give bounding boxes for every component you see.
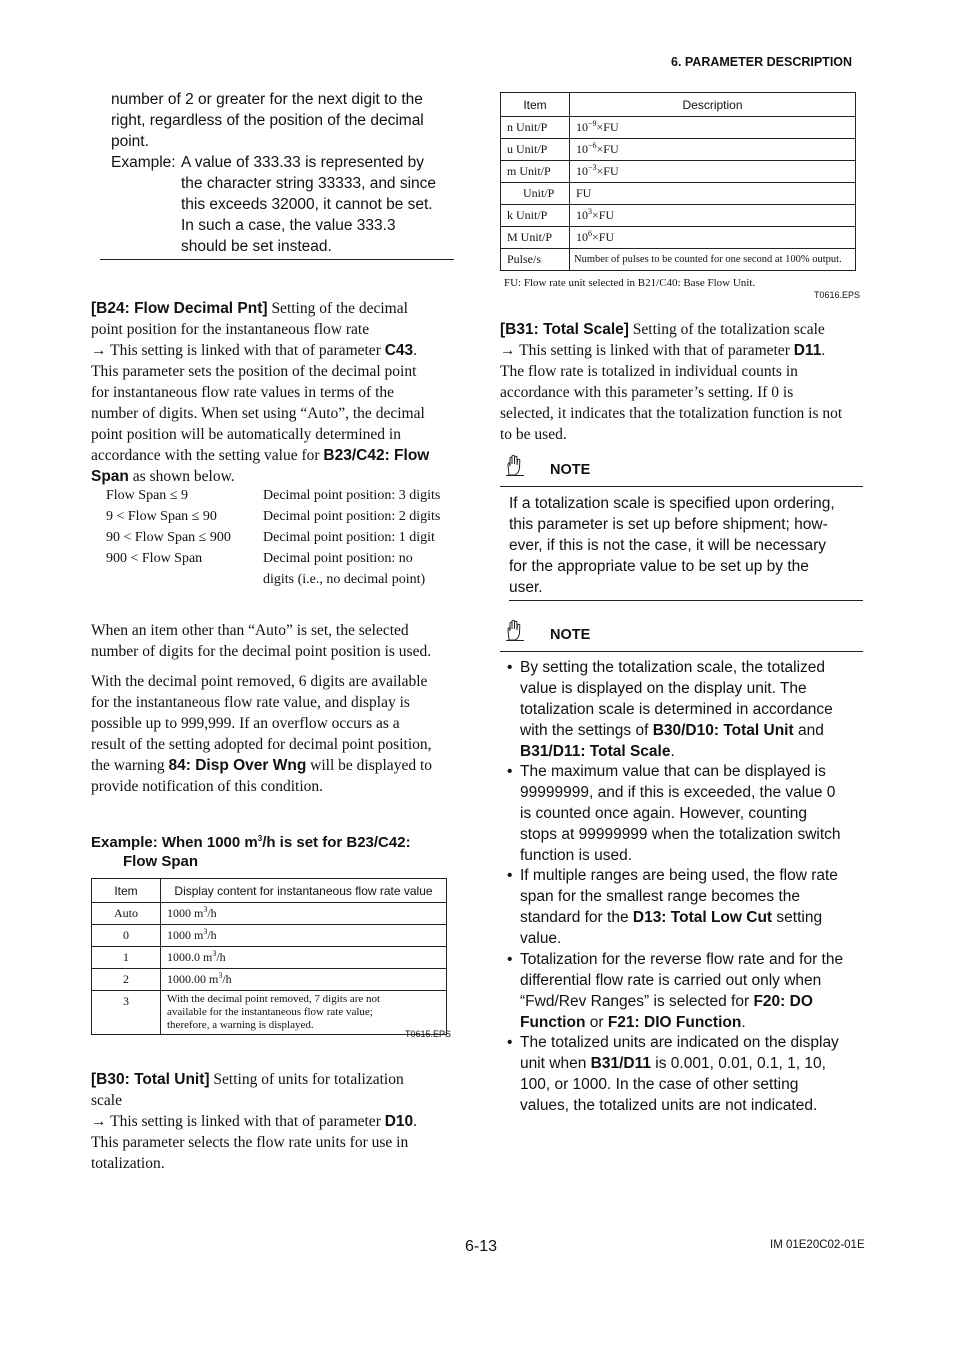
text: stops at 99999999 when the totalization switch: [520, 826, 841, 843]
cell: Pulse/s: [501, 249, 570, 271]
text: → This setting is linked with that of parameter: [91, 342, 385, 359]
text: The totalized units are indicated on the display: [520, 1034, 839, 1051]
text: 10: [576, 164, 588, 178]
span-table: [106, 485, 463, 590]
text: Flow Span: [123, 853, 198, 870]
table-row: [501, 249, 856, 271]
text: If multiple ranges are being used, the flow rate: [520, 867, 838, 884]
table-header: Item: [501, 93, 570, 117]
example-line: should be set instead.: [181, 238, 332, 255]
superscript: 3: [257, 834, 263, 843]
table-header: Description: [570, 93, 856, 117]
text: ever, if this is not the case, it will be necessary: [509, 537, 827, 554]
cell: Unit/P: [501, 183, 570, 205]
cell: [570, 227, 856, 249]
b30-section: [B30: Total Unit] Setting of units for totalization scale → This setting is linked with that of parameter D10. This parameter selects the flow rate units for use in totalization.: [91, 1069, 461, 1174]
bullet: •: [507, 659, 513, 676]
span-cond: 9 < Flow Span ≤ 90: [106, 509, 217, 524]
cell: 0: [92, 925, 161, 947]
table-header: Item: [92, 879, 161, 903]
cell: [161, 947, 447, 969]
intro-line: point.: [111, 133, 149, 150]
text: ×FU: [592, 208, 615, 222]
text: ×FU: [596, 142, 619, 156]
text: number of digits for the decimal point position is used.: [91, 643, 432, 660]
text: ×FU: [592, 230, 615, 244]
param-ref: D11: [793, 342, 822, 359]
param-ref: B30/D10: Total Unit: [652, 722, 794, 739]
text: for the instantaneous flow rate value, and display is: [91, 694, 410, 711]
text: as shown below.: [128, 468, 235, 485]
b24-para3: [91, 671, 466, 797]
text: or: [585, 1014, 608, 1031]
table-row: [501, 139, 856, 161]
param-ref: Span: [91, 468, 129, 485]
text: This parameter sets the position of the decimal point: [91, 363, 417, 380]
text: Setting of the totalization scale: [628, 321, 825, 338]
b31-section: [B31: Total Scale] Setting of the totalization scale → This setting is linked with that of parameter D11. The flow rate is totalized in individual counts in accordance with this parameter’s setting. If 0 is selected, it indicates that the totalization function is not to be used.: [500, 319, 872, 445]
param-ref: D13: Total Low Cut: [632, 909, 773, 926]
example-line: the character string 33333, and since: [181, 175, 437, 192]
note-label: NOTE: [550, 627, 591, 643]
b24-title: [B24: Flow Decimal Pnt]: [91, 300, 268, 317]
text: 99999999, and if this is exceeded, the value 0: [520, 784, 836, 801]
text: “Fwd/Rev Ranges” is selected for: [520, 993, 754, 1010]
text: point position will be automatically determined in: [91, 426, 401, 443]
cell: [570, 205, 856, 227]
text: With the decimal point removed, 6 digits are available: [91, 673, 428, 690]
eps-label: T0616.EPS: [814, 290, 861, 300]
cell: m Unit/P: [501, 161, 570, 183]
table-row: [501, 161, 856, 183]
bullet: •: [507, 763, 513, 780]
text: will be displayed to: [306, 757, 432, 774]
text: 1000 m: [167, 906, 204, 920]
span-result: Decimal point position: no: [263, 551, 413, 566]
param-ref: D10: [384, 1113, 414, 1130]
table-header: Display content for instantaneous flow rate value: [161, 879, 447, 903]
text: If a totalization scale is specified upon ordering,: [509, 495, 835, 512]
text: → This setting is linked with that of parameter: [500, 342, 794, 359]
cell: Auto: [92, 903, 161, 925]
b31-title: [B31: Total Scale]: [500, 321, 629, 338]
text: .: [670, 743, 675, 760]
superscript: 3: [218, 971, 223, 980]
table-row: [501, 183, 856, 205]
superscript: 6: [588, 229, 592, 238]
text: the warning: [91, 757, 169, 774]
param-ref: C43: [384, 342, 414, 359]
note1-body: [509, 493, 869, 598]
doc-number: IM 01E20C02-01E: [770, 1239, 865, 1251]
text: accordance with this parameter’s setting. If 0 is: [500, 384, 794, 401]
intro-paragraph: [111, 89, 461, 152]
text: 10: [576, 230, 588, 244]
note2-bullet-4: [520, 949, 870, 1033]
table-row: [92, 969, 447, 991]
param-ref: F20: DO: [753, 993, 813, 1010]
text: selected, it indicates that the totalization function is not: [500, 405, 843, 422]
text: By setting the totalization scale, the totalized: [520, 659, 826, 676]
bullet: •: [507, 951, 513, 968]
note2-bullet-3: [520, 865, 870, 949]
param-ref: B31/D11: Total Scale: [520, 743, 671, 760]
text: Setting of units for totalization: [209, 1071, 404, 1088]
text: 100, or 1000. In the case of other setting: [520, 1076, 799, 1093]
example-line: A value of 333.33 is represented by: [181, 154, 424, 171]
text: The flow rate is totalized in individual counts in: [500, 363, 798, 380]
text: 10: [576, 120, 588, 134]
table-row: [92, 991, 447, 1035]
text: number of digits. When set using “Auto”, the decimal: [91, 405, 425, 422]
note2-bullet-5: [520, 1032, 870, 1116]
text: this parameter is set up before shipment; how-: [509, 516, 828, 533]
intro-line: number of 2 or greater for the next digit to the: [111, 91, 423, 108]
example-line: In such a case, the value 333.3: [181, 217, 396, 234]
text: for the appropriate value to be set up by the: [509, 558, 809, 575]
span-cond: Flow Span ≤ 9: [106, 488, 188, 503]
eps-label: T0615.EPS: [405, 1029, 452, 1039]
warning-ref: 84: Disp Over Wng: [168, 757, 307, 774]
text: available for the instantaneous flow rate value;: [167, 1006, 373, 1018]
note-label: NOTE: [550, 462, 591, 478]
span-result: Decimal point position: 3 digits: [263, 488, 441, 503]
text: /h: [222, 972, 232, 986]
table-row: [501, 117, 856, 139]
param-ref: B31/D11: [590, 1055, 651, 1072]
text: user.: [509, 579, 543, 596]
text: is counted once again. However, counting: [520, 805, 807, 822]
cell: [161, 903, 447, 925]
text: possible up to 999,999. If an overflow occurs as a: [91, 715, 400, 732]
b30-title: [B30: Total Unit]: [91, 1071, 210, 1088]
text: totalization scale is determined in accordance: [520, 701, 833, 718]
unit-table: [500, 92, 856, 271]
bullet: •: [507, 867, 513, 884]
superscript: 3: [203, 927, 208, 936]
text: therefore, a warning is displayed.: [167, 1019, 314, 1031]
superscript: −6: [588, 141, 597, 150]
text: unit when: [520, 1055, 591, 1072]
span-cond: 90 < Flow Span ≤ 900: [106, 530, 231, 545]
intro-line: right, regardless of the position of the decimal: [111, 112, 424, 129]
note-rule-bottom: [509, 600, 863, 601]
text: with the settings of: [520, 722, 653, 739]
text: FU: [576, 186, 592, 200]
text: provide notification of this condition.: [91, 778, 324, 795]
text: /h: [216, 950, 226, 964]
cell: n Unit/P: [501, 117, 570, 139]
cell: 2: [92, 969, 161, 991]
cell: 1: [92, 947, 161, 969]
span-result: digits (i.e., no decimal point): [263, 572, 426, 587]
cell: [570, 183, 856, 205]
text: → This setting is linked with that of parameter: [91, 1113, 385, 1130]
text: differential flow rate is carried out only when: [520, 972, 822, 989]
cell: [161, 969, 447, 991]
param-ref: Function: [520, 1014, 586, 1031]
superscript: −3: [588, 163, 597, 172]
text: result of the setting adopted for decimal point position,: [91, 736, 432, 753]
superscript: −9: [588, 119, 597, 128]
span-result: Decimal point position: 2 digits: [263, 509, 441, 524]
cell: [161, 925, 447, 947]
param-ref: F21: DIO Function: [607, 1014, 742, 1031]
text: span for the smallest range becomes the: [520, 888, 801, 905]
bullet: •: [507, 1034, 513, 1051]
table-footnote: FU: Flow rate unit selected in B21/C40: Base Flow Unit.: [504, 277, 756, 289]
text: 10: [576, 208, 588, 222]
b24-para2: [91, 620, 466, 662]
cell: [570, 161, 856, 183]
text: /h: [207, 928, 217, 942]
hand-icon: [503, 453, 527, 477]
text: Example: When 1000 m: [91, 834, 258, 851]
running-header: 6. PARAMETER DESCRIPTION: [671, 55, 853, 69]
text: /h is set for B23/C42:: [262, 834, 411, 851]
table-row: [501, 227, 856, 249]
table-header-row: [92, 879, 447, 903]
text: /h: [207, 906, 217, 920]
page-number: 6-13: [465, 1238, 498, 1255]
text: standard for the: [520, 909, 633, 926]
span-cond: [106, 569, 263, 590]
text: point position for the instantaneous flow rate: [91, 321, 370, 338]
table-header-row: [501, 93, 856, 117]
text: Setting of the decimal: [267, 300, 408, 317]
cell: M Unit/P: [501, 227, 570, 249]
text: This parameter selects the flow rate units for use in: [91, 1134, 409, 1151]
table-row: [501, 205, 856, 227]
superscript: 3: [588, 207, 592, 216]
text: ×FU: [596, 164, 619, 178]
text: function is used.: [520, 847, 633, 864]
table-row: [92, 947, 447, 969]
example-heading: [91, 833, 411, 871]
text: 1000.00 m: [167, 972, 219, 986]
text: When an item other than “Auto” is set, the selected: [91, 622, 409, 639]
text: is 0.001, 0.01, 0.1, 1, 10,: [651, 1055, 826, 1072]
text: ×FU: [596, 120, 619, 134]
cell: [161, 991, 447, 1035]
cell: u Unit/P: [501, 139, 570, 161]
text: value is displayed on the display unit. The: [520, 680, 807, 697]
text: scale: [91, 1092, 122, 1109]
superscript: 3: [203, 905, 208, 914]
superscript: 3: [212, 949, 217, 958]
span-result: Decimal point position: 1 digit: [263, 530, 435, 545]
cell: [570, 139, 856, 161]
text: to be used.: [500, 426, 567, 443]
example-table: [91, 878, 447, 1035]
example-line: this exceeds 32000, it cannot be set.: [181, 196, 433, 213]
text: The maximum value that can be displayed is: [520, 763, 826, 780]
hand-icon: [503, 618, 527, 642]
text: 1000 m: [167, 928, 204, 942]
span-cond: 900 < Flow Span: [106, 551, 203, 566]
note-rule-top: [500, 651, 863, 652]
text: values, the totalized units are not indicated.: [520, 1097, 818, 1114]
cell: [570, 117, 856, 139]
text: value.: [520, 930, 562, 947]
example-label: Example:: [111, 154, 176, 171]
text: setting: [772, 909, 823, 926]
table-row: [92, 903, 447, 925]
cell: 3: [92, 991, 161, 1035]
cell: k Unit/P: [501, 205, 570, 227]
text: With the decimal point removed, 7 digits are not: [167, 993, 381, 1005]
note2-bullet-1: [520, 657, 870, 762]
note-rule-top: [500, 486, 863, 487]
text: accordance with the setting value for: [91, 447, 324, 464]
text: for instantaneous flow rate values in terms of the: [91, 384, 395, 401]
section-divider: [100, 259, 454, 260]
text: Totalization for the reverse flow rate and for the: [520, 951, 844, 968]
cell: Number of pulses to be counted for one second at 100% output.: [570, 249, 856, 271]
param-ref: B23/C42: Flow: [323, 447, 430, 464]
text: totalization.: [91, 1155, 165, 1172]
b24-section: [B24: Flow Decimal Pnt] Setting of the decimal point position for the instantaneous flow rate → This setting is linked with that of parameter C43. This parameter sets the position of the decimal point for instantaneous flow rate values in terms of the number of digits. When set using “Auto”, the decimal point position will be automatically determined in accordance with the setting value for B23/C42: Flow Span as shown below.: [91, 298, 461, 487]
text: 10: [576, 142, 588, 156]
table-row: [92, 925, 447, 947]
example-text: [181, 152, 471, 257]
text: .: [741, 1014, 746, 1031]
text: and: [793, 722, 824, 739]
note2-bullet-2: [520, 761, 870, 866]
text: 1000.0 m: [167, 950, 213, 964]
